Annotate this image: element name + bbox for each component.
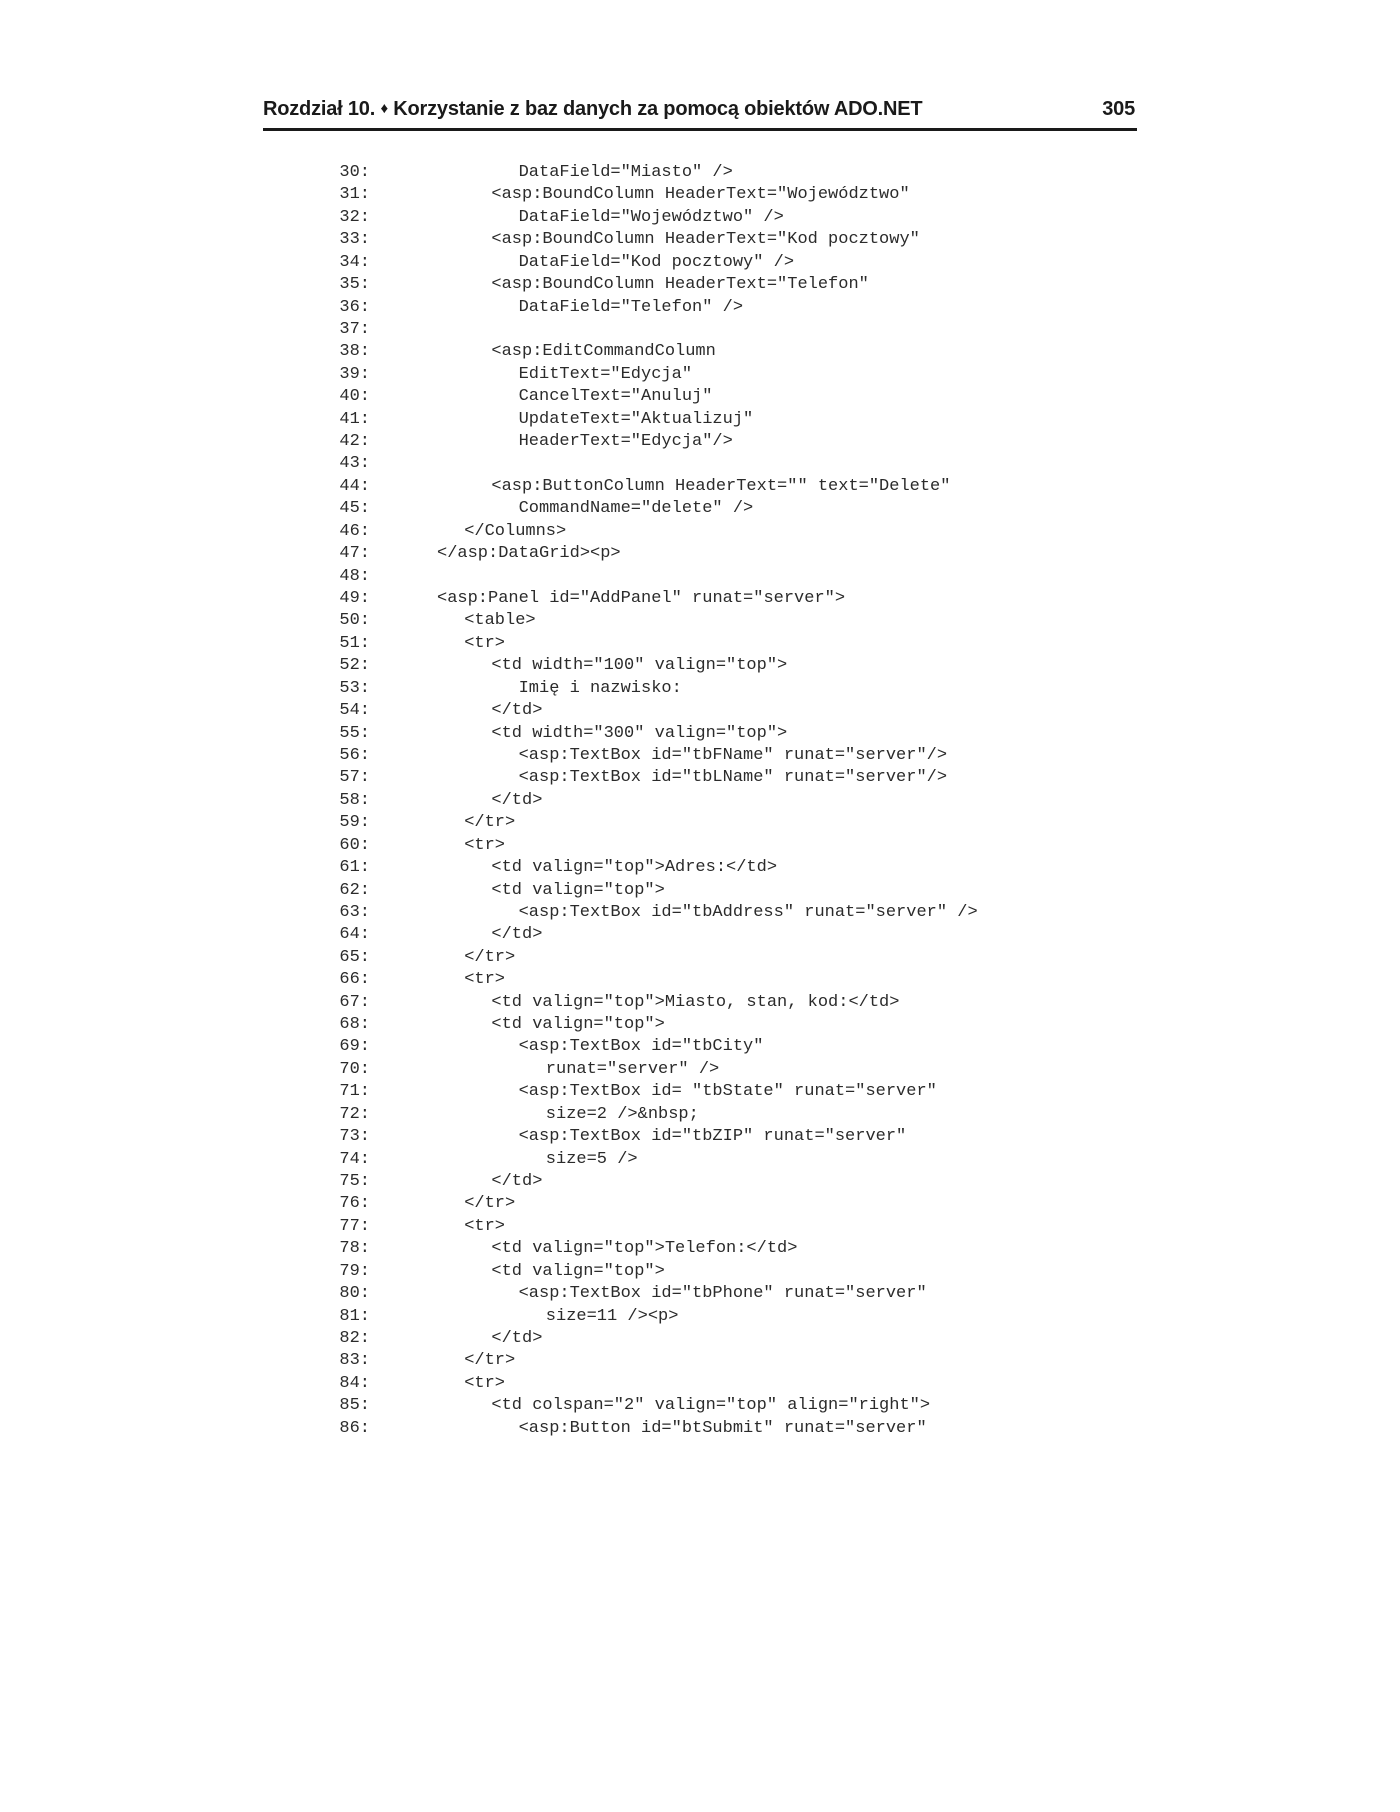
line-number: 41:: [339, 409, 370, 429]
code-line: [328, 1350, 1148, 1372]
line-number: 82:: [339, 1328, 370, 1348]
line-number: 31:: [339, 185, 370, 205]
line-code: <td colspan="2" valign="top" align="right">: [491, 1396, 931, 1416]
code-line: [328, 252, 1148, 274]
code-line: [328, 1059, 1148, 1081]
line-code: <tr>: [464, 1216, 505, 1236]
code-line: [328, 521, 1148, 543]
line-code: DataField="Miasto" />: [518, 163, 733, 182]
code-line: [328, 1283, 1148, 1305]
line-code: <asp:EditCommandColumn: [491, 342, 716, 362]
code-line: [328, 633, 1148, 655]
line-code: <td valign="top">: [491, 1015, 665, 1035]
line-code: <asp:TextBox id= "tbState" runat="server": [518, 1082, 937, 1102]
code-line: [328, 1328, 1148, 1350]
line-number: 59:: [339, 813, 370, 833]
line-number: 32:: [339, 207, 370, 227]
line-number: 72:: [339, 1104, 370, 1124]
code-line: [328, 588, 1148, 610]
line-code: CommandName="delete" />: [518, 499, 754, 519]
line-code: DataField="Telefon" />: [518, 297, 744, 317]
line-number: 73:: [339, 1127, 370, 1147]
code-line: [328, 364, 1148, 386]
line-number: 86:: [339, 1418, 370, 1438]
code-line: [328, 476, 1148, 498]
line-code: size=5 />: [545, 1149, 638, 1169]
chapter-title: Korzystanie z baz danych za pomocą obiektów ADO.NET: [393, 98, 923, 120]
line-code: <asp:Button id="btSubmit" runat="server": [518, 1418, 927, 1438]
code-line: [328, 700, 1148, 722]
line-number: 38:: [339, 342, 370, 362]
code-line: [328, 1171, 1148, 1193]
line-number: 39:: [339, 364, 370, 384]
code-line: [328, 969, 1148, 991]
line-number: 76:: [339, 1194, 370, 1214]
code-line: [328, 1373, 1148, 1395]
line-number: 68:: [339, 1015, 370, 1035]
line-number: 57:: [339, 768, 370, 788]
line-number: 54:: [339, 701, 370, 721]
line-number: 50:: [339, 611, 370, 631]
code-line: [328, 723, 1148, 745]
line-number: 43:: [339, 454, 370, 474]
line-number: 65:: [339, 947, 370, 967]
code-line: [328, 566, 1148, 588]
line-number: 62:: [339, 880, 370, 900]
code-line: [328, 543, 1148, 565]
line-number: 85:: [339, 1396, 370, 1416]
line-number: 79:: [339, 1261, 370, 1281]
line-code: <table>: [464, 611, 536, 631]
line-code: <td valign="top">: [491, 880, 665, 900]
line-code: <asp:TextBox id="tbZIP" runat="server": [518, 1127, 907, 1147]
code-line: [328, 1104, 1148, 1126]
line-code: </tr>: [464, 1351, 516, 1371]
line-number: 45:: [339, 499, 370, 519]
line-number: 69:: [339, 1037, 370, 1057]
code-line: [328, 341, 1148, 363]
code-line: [328, 498, 1148, 520]
line-code: <tr>: [464, 970, 505, 990]
line-code: <asp:TextBox id="tbFName" runat="server"/>: [518, 745, 948, 765]
line-number: 47:: [339, 544, 370, 564]
line-number: 81:: [339, 1306, 370, 1326]
code-line: [328, 835, 1148, 857]
line-code: </tr>: [464, 813, 516, 833]
line-code: <tr>: [464, 633, 505, 653]
running-header: [263, 94, 1137, 131]
line-number: 77:: [339, 1216, 370, 1236]
code-line: [328, 610, 1148, 632]
line-code: <asp:ButtonColumn HeaderText="" text="Delete": [491, 476, 951, 496]
line-code: <tr>: [464, 835, 505, 855]
code-line: [328, 1126, 1148, 1148]
code-line: [328, 880, 1148, 902]
line-code: runat="server" />: [545, 1059, 720, 1079]
line-number: 55:: [339, 723, 370, 743]
code-line: [328, 1036, 1148, 1058]
line-number: 34:: [339, 252, 370, 272]
line-code: HeaderText="Edycja"/>: [518, 432, 733, 452]
line-number: 67:: [339, 992, 370, 1012]
code-line: [328, 678, 1148, 700]
line-code: <asp:BoundColumn HeaderText="Województwo": [491, 185, 910, 205]
line-code: <td valign="top">: [491, 1261, 665, 1281]
code-line: [328, 1395, 1148, 1417]
line-number: 56:: [339, 745, 370, 765]
line-code: </Columns>: [464, 521, 567, 541]
line-number: 40:: [339, 387, 370, 407]
code-line: [328, 1418, 1148, 1440]
line-code: <asp:BoundColumn HeaderText="Kod pocztowy": [491, 230, 920, 250]
line-number: 37:: [339, 319, 370, 339]
line-code: size=11 /><p>: [545, 1306, 679, 1326]
code-line: [328, 924, 1148, 946]
line-code: size=2 />&nbsp;: [545, 1104, 699, 1124]
code-line: [328, 1014, 1148, 1036]
line-code: <td width="100" valign="top">: [491, 656, 788, 676]
line-code: </tr>: [464, 1194, 516, 1214]
code-line: [328, 1238, 1148, 1260]
code-line: [328, 1261, 1148, 1283]
line-number: 61:: [339, 858, 370, 878]
code-line: [328, 992, 1148, 1014]
line-number: 78:: [339, 1239, 370, 1259]
line-code: EditText="Edycja": [518, 364, 693, 384]
code-line: [328, 1149, 1148, 1171]
code-line: [328, 857, 1148, 879]
line-number: 48:: [339, 566, 370, 586]
line-number: 84:: [339, 1373, 370, 1393]
line-code: DataField="Kod pocztowy" />: [518, 252, 795, 272]
line-number: 80:: [339, 1284, 370, 1304]
line-code: <td valign="top">Telefon:</td>: [491, 1239, 798, 1259]
code-line: [328, 453, 1148, 475]
line-code: </td>: [491, 1171, 543, 1191]
code-line: [328, 297, 1148, 319]
code-line: [328, 207, 1148, 229]
code-line: [328, 184, 1148, 206]
code-listing: [328, 162, 1148, 1440]
diamond-separator-icon: ♦: [380, 100, 388, 117]
line-code: <asp:TextBox id="tbLName" runat="server"/>: [518, 768, 948, 788]
line-number: 70:: [339, 1059, 370, 1079]
code-line: [328, 902, 1148, 924]
code-line: [328, 409, 1148, 431]
code-line: [328, 812, 1148, 834]
line-code: </td>: [491, 925, 543, 945]
line-code: </td>: [491, 701, 543, 721]
line-code: CancelText="Anuluj": [518, 387, 713, 407]
line-number: 49:: [339, 589, 370, 609]
code-line: [328, 790, 1148, 812]
line-code: Imię i nazwisko:: [518, 678, 682, 698]
code-line: [328, 1306, 1148, 1328]
line-code: <tr>: [464, 1373, 505, 1393]
code-line: [328, 767, 1148, 789]
code-line: [328, 274, 1148, 296]
line-code: <asp:TextBox id="tbPhone" runat="server": [518, 1284, 927, 1304]
line-number: 74:: [339, 1149, 370, 1169]
line-code: <asp:TextBox id="tbAddress" runat="server" />: [518, 902, 978, 922]
code-line: [328, 386, 1148, 408]
line-code: </td>: [491, 1328, 543, 1348]
line-number: 51:: [339, 633, 370, 653]
code-line: [328, 229, 1148, 251]
line-code: <asp:TextBox id="tbCity": [518, 1037, 764, 1057]
line-number: 83:: [339, 1351, 370, 1371]
code-line: [328, 655, 1148, 677]
line-number: 63:: [339, 902, 370, 922]
line-code: </asp:DataGrid><p>: [437, 544, 621, 564]
line-number: 75:: [339, 1171, 370, 1191]
code-line: [328, 1081, 1148, 1103]
line-number: 35:: [339, 275, 370, 295]
code-line: [328, 745, 1148, 767]
line-number: 36:: [339, 297, 370, 317]
line-code: <asp:BoundColumn HeaderText="Telefon": [491, 275, 869, 295]
code-line: [328, 1193, 1148, 1215]
line-code: DataField="Województwo" />: [518, 207, 784, 227]
line-code: </td>: [491, 790, 543, 810]
line-code: <td width="300" valign="top">: [491, 723, 788, 743]
line-code: UpdateText="Aktualizuj": [518, 409, 754, 429]
line-number: 30:: [339, 163, 370, 182]
line-number: 71:: [339, 1082, 370, 1102]
line-number: 58:: [339, 790, 370, 810]
line-number: 33:: [339, 230, 370, 250]
code-line: [328, 431, 1148, 453]
line-number: 53:: [339, 678, 370, 698]
line-code: <td valign="top">Miasto, stan, kod:</td>: [491, 992, 900, 1012]
chapter-heading: [263, 98, 922, 121]
line-number: 46:: [339, 521, 370, 541]
line-number: 42:: [339, 432, 370, 452]
line-number: 66:: [339, 970, 370, 990]
line-number: 52:: [339, 656, 370, 676]
line-number: 64:: [339, 925, 370, 945]
chapter-label: Rozdział 10.: [263, 98, 376, 120]
line-code: <asp:Panel id="AddPanel" runat="server">: [437, 589, 846, 609]
line-code: <td valign="top">Adres:</td>: [491, 858, 778, 878]
code-line: [328, 162, 1148, 184]
line-code: </tr>: [464, 947, 516, 967]
line-number: 44:: [339, 476, 370, 496]
page-number: 305: [1102, 98, 1135, 120]
code-line: [328, 319, 1148, 341]
code-line: [328, 947, 1148, 969]
line-number: 60:: [339, 835, 370, 855]
code-line: [328, 1216, 1148, 1238]
